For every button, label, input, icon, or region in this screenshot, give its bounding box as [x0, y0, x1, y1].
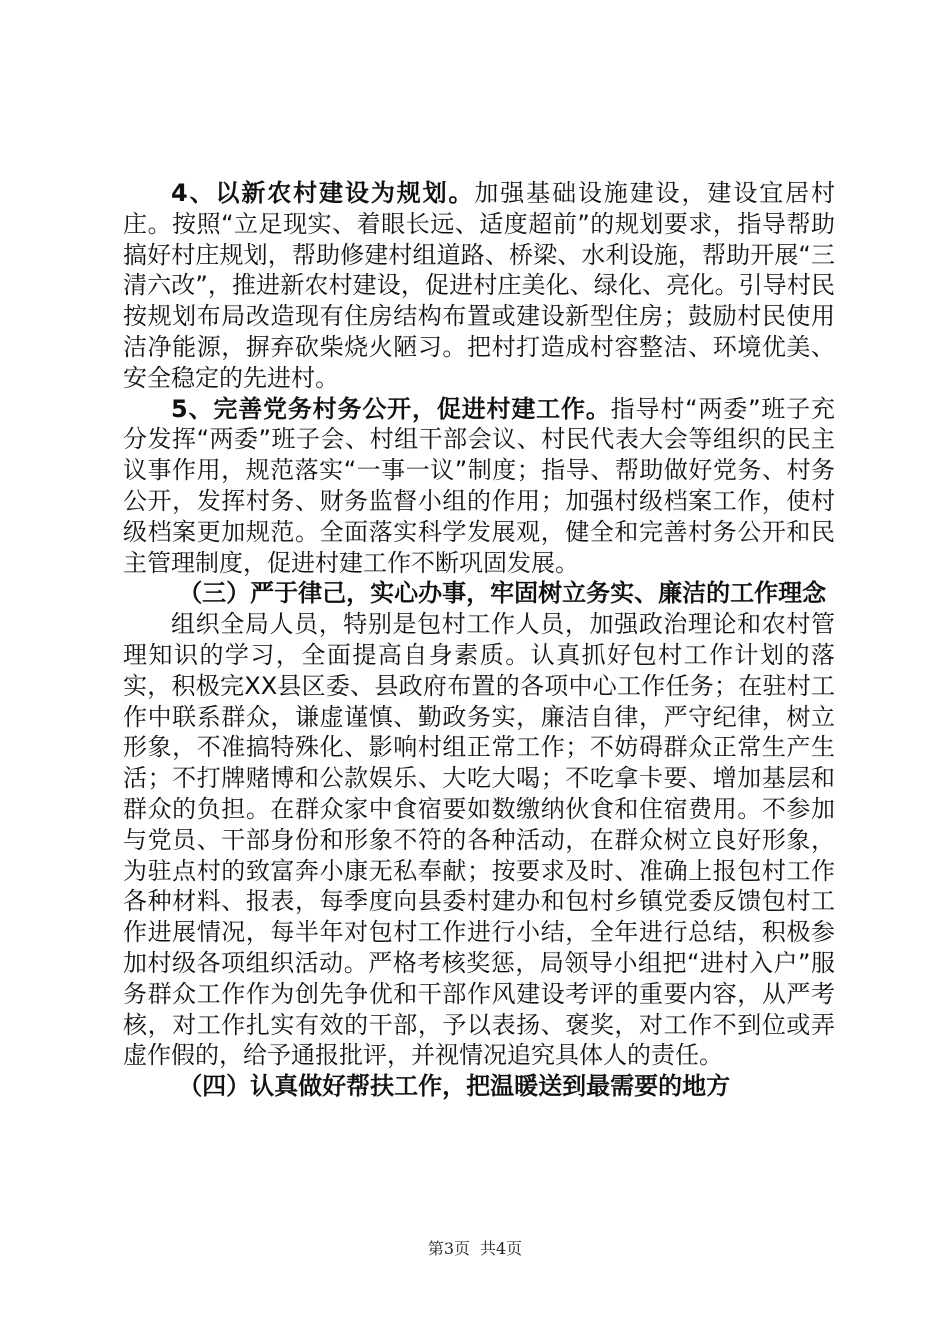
document-body: [123, 178, 835, 1102]
paragraph-body: 加强基础设施建设，建设宜居村庄。按照“立足现实、着眼长远、适度超前”的规划要求，指导帮助搞好村庄规划，帮助修建村组道路、桥梁、水利设施，帮助开展“三清六改”，推进新农村建设，促进村庄美化、绿化、亮化。引导村民按规划布局改造现有住房结构布置或建设新型住房；鼓励村民使用洁净能源，摒弃砍柴烧火陋习。把村打造成村容整洁、环境优美、安全稳定的先进村。: [123, 179, 835, 392]
paragraph-item-5: [123, 394, 835, 579]
page-total: 共4页: [480, 1239, 523, 1258]
page-number: 第3页: [427, 1239, 470, 1258]
paragraph-item-4: [123, 178, 835, 394]
section-heading-3: （三）严于律己，实心办事，牢固树立务实、廉洁的工作理念: [178, 579, 827, 608]
paragraph-lead: 4、以新农村建设为规划。: [171, 179, 475, 207]
paragraph-body: 指导村“两委”班子充分发挥“两委”班子会、村组干部会议、村民代表大会等组织的民主议事作用，规范落实“一事一议”制度；指导、帮助做好党务、村务公开，发挥村务、财务监督小组的作用；加强村级档案工作，使村级档案更加规范。全面落实科学发展观，健全和完善村务公开和民主管理制度，促进村建工作不断巩固发展。: [123, 394, 835, 577]
paragraph-section-3: 组织全局人员，特别是包村工作人员，加强政治理论和农村管理知识的学习，全面提高自身素质。认真抓好包村工作计划的落实，积极完XX县区委、县政府布置的各项中心工作任务；在驻村工作中联系群众，谦虚谨慎、勤政务实，廉洁自律，严守纪律，树立形象，不准搞特殊化、影响村组正常工作；不妨碍群众正常生产生活；不打牌赌博和公款娱乐、大吃大喝；不吃拿卡要、增加基层和群众的负担。在群众家中食宿要如数缴纳伙食和住宿费用。不参加与党员、干部身份和形象不符的各种活动，在群众树立良好形象，为驻点村的致富奔小康无私奉献；按要求及时、准确上报包村工作各种材料、报表，每季度向县委村建办和包村乡镇党委反馈包村工作进展情况，每半年对包村工作进行小结，全年进行总结，积极参加村级各项组织活动。严格考核奖惩，局领导小组把“进村入户”服务群众工作作为创先争优和干部作风建设考评的重要内容，从严考核，对工作扎实有效的干部，予以表扬、褒奖，对工作不到位或弄虚作假的，给予通报批评，并视情况追究具体人的责任。: [123, 610, 835, 1070]
page-footer: [0, 1236, 950, 1259]
section-heading-4: （四）认真做好帮扶工作，把温暖送到最需要的地方: [178, 1072, 731, 1101]
paragraph-lead: 5、完善党务村务公开，促进村建工作。: [171, 394, 611, 423]
